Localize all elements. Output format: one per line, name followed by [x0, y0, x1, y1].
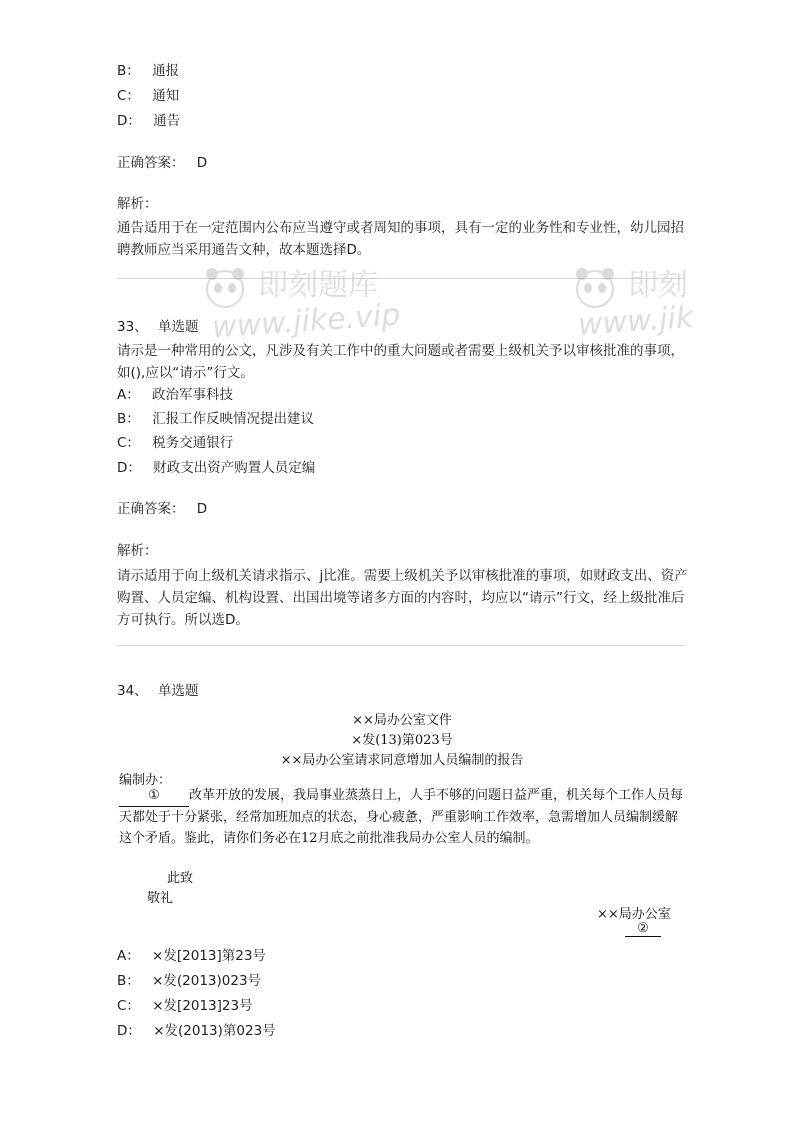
question-number: 34、	[117, 683, 148, 699]
doc-header: ××局办公室文件	[352, 713, 452, 728]
watermark-url: www.jike.vip	[211, 297, 402, 346]
option-text: 通告	[153, 113, 181, 129]
answer-row	[117, 153, 207, 173]
divider	[117, 645, 685, 646]
option-text: 财政支出资产购置人员定编	[153, 460, 316, 476]
watermark-url: www.jik	[576, 300, 695, 343]
option-text: ×发[2013]23号	[152, 998, 253, 1014]
option-b[interactable]	[117, 61, 179, 81]
option-c[interactable]	[117, 996, 253, 1016]
panda-logo-icon	[200, 262, 250, 312]
doc-number: ×发(13)第023号	[351, 733, 453, 748]
option-label: D：	[117, 1023, 141, 1039]
question-header	[117, 317, 198, 337]
option-d[interactable]	[117, 111, 180, 131]
option-text: ×发(2013)023号	[152, 973, 262, 989]
option-text: ×发(2013)第023号	[153, 1023, 276, 1039]
option-label: C：	[117, 88, 140, 104]
option-c[interactable]	[117, 433, 233, 453]
option-label: C：	[117, 998, 140, 1014]
option-c[interactable]	[117, 86, 179, 106]
option-a[interactable]	[117, 385, 233, 405]
doc-title: ××局办公室请求同意增加人员编制的报告	[280, 753, 524, 768]
analysis-text: 请示适用于向上级机关请求指示、j比准。需要上级机关予以审核批准的事项，如财政支出、资产购置、人员定编、机构设置、出国出境等诸多方面的内容时，均应以“请示”行文，经上级批准后方可执行。所以选D。	[117, 568, 688, 628]
option-d[interactable]	[117, 1021, 276, 1041]
doc-addressee: 编制办：	[119, 773, 172, 788]
option-d[interactable]	[117, 458, 315, 478]
option-text: 税务交通银行	[152, 435, 234, 451]
option-label: B：	[117, 63, 140, 79]
answer-value: D	[196, 155, 208, 171]
doc-closing-1: 此致	[167, 871, 194, 886]
analysis-label: 解析：	[117, 196, 158, 212]
option-text: 通报	[152, 63, 180, 79]
option-b[interactable]	[117, 409, 314, 429]
question-header	[117, 681, 198, 701]
option-label: D：	[117, 113, 141, 129]
option-text: 汇报工作反映情况提出建议	[152, 411, 315, 427]
option-label: A：	[117, 948, 140, 964]
blank-1: ①	[119, 785, 189, 807]
question-stem: 请示是一种常用的公文，凡涉及有关工作中的重大问题或者需要上级机关予以审核批准的事项，如(),应以“请示”行文。	[117, 343, 684, 381]
option-text: ×发[2013]第23号	[152, 948, 266, 964]
doc-sender: ××局办公室	[597, 907, 671, 922]
answer-value: D	[196, 501, 208, 517]
doc-body-text: 改革开放的发展，我局事业蒸蒸日上，人手不够的问题日益严重，机关每个工作人员每天都处于十分紧张，经常加班加点的状态，身心疲惫，严重影响工作效率，急需增加人员编制缓解这个矛盾。鉴此，请你们务必在12月底之前批准我局办公室人员的编制。	[119, 788, 684, 846]
option-label: D：	[117, 460, 141, 476]
panda-logo-icon	[570, 262, 620, 312]
question-number: 33、	[117, 319, 148, 335]
question-type: 单选题	[157, 319, 199, 335]
option-text: 通知	[152, 88, 180, 104]
watermark-brand: 即刻	[628, 268, 688, 303]
option-a[interactable]	[117, 946, 266, 966]
document-image	[117, 705, 687, 945]
option-b[interactable]	[117, 971, 261, 991]
answer-label: 正确答案：	[117, 155, 185, 171]
answer-label: 正确答案：	[117, 501, 185, 517]
option-label: B：	[117, 973, 140, 989]
question-type: 单选题	[157, 683, 199, 699]
option-text: 政治军事科技	[152, 387, 234, 403]
analysis-text: 通告适用于在一定范围内公布应当遵守或者周知的事项，具有一定的业务性和专业性，幼儿园招聘教师应当采用通告文种，故本题选择D。	[117, 220, 684, 258]
option-label: C：	[117, 435, 140, 451]
blank-2: ②	[625, 921, 661, 937]
watermark-brand: 即刻题库	[258, 268, 378, 303]
doc-closing-2: 敬礼	[147, 891, 174, 906]
option-label: B：	[117, 411, 140, 427]
doc-body	[119, 785, 689, 849]
answer-row	[117, 499, 207, 519]
option-label: A：	[117, 387, 140, 403]
analysis-label: 解析：	[117, 543, 158, 559]
